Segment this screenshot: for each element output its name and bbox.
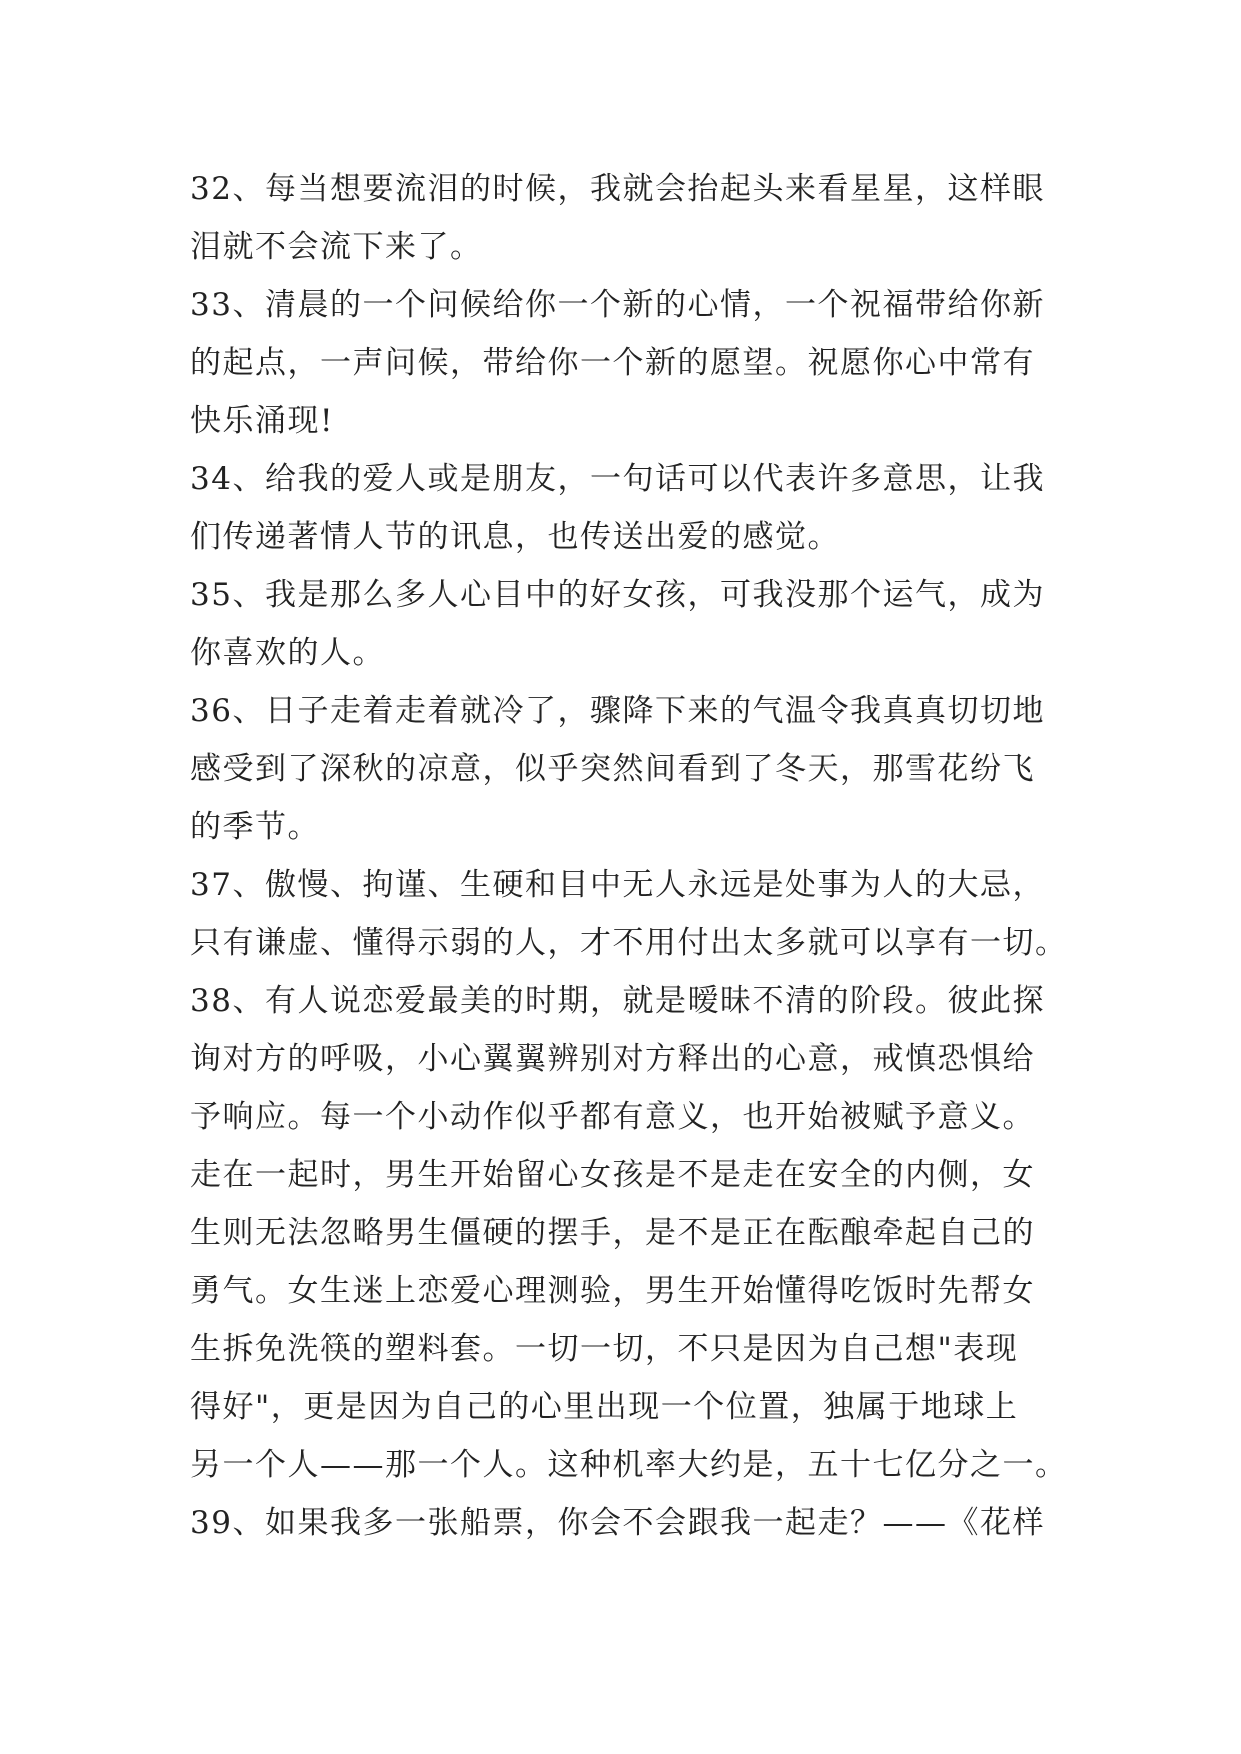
- text-line: 快乐涌现!: [190, 403, 334, 439]
- text-line: 感受到了深秋的凉意，似乎突然间看到了冬天，那雪花纷飞: [190, 751, 1035, 787]
- text-line: 得好"，更是因为自己的心里出现一个位置，独属于地球上: [190, 1389, 1019, 1425]
- text-line: 的起点，一声问候，带给你一个新的愿望。祝愿你心中常有: [190, 345, 1035, 381]
- text-line: 泪就不会流下来了。: [190, 229, 483, 265]
- text-line: 生则无法忽略男生僵硬的摆手，是不是正在酝酿牵起自己的: [190, 1215, 1035, 1251]
- text-line: 34、给我的爱人或是朋友，一句话可以代表许多意思，让我: [190, 461, 1045, 497]
- text-line: 予响应。每一个小动作似乎都有意义，也开始被赋予意义。: [190, 1099, 1035, 1135]
- text-line: 生拆免洗筷的塑料套。一切一切，不只是因为自己想"表现: [190, 1331, 1019, 1367]
- text-line: 37、傲慢、拘谨、生硬和目中无人永远是处事为人的大忌，: [190, 867, 1045, 903]
- text-line: 询对方的呼吸，小心翼翼辨别对方释出的心意，戒慎恐惧给: [190, 1041, 1035, 1077]
- text-line: 走在一起时，男生开始留心女孩是不是走在安全的内侧，女: [190, 1157, 1035, 1193]
- text-line: 35、我是那么多人心目中的好女孩，可我没那个运气，成为: [190, 577, 1045, 613]
- text-line: 只有谦虚、懂得示弱的人，才不用付出太多就可以享有一切。: [190, 925, 1068, 961]
- text-line: 的季节。: [190, 809, 320, 845]
- text-line: 32、每当想要流泪的时候，我就会抬起头来看星星，这样眼: [190, 171, 1045, 207]
- text-line: 勇气。女生迷上恋爱心理测验，男生开始懂得吃饭时先帮女: [190, 1273, 1035, 1309]
- text-line: 们传递著情人节的讯息，也传送出爱的感觉。: [190, 519, 840, 555]
- document-body: [190, 160, 1070, 1552]
- text-line: 另一个人——那一个人。这种机率大约是，五十七亿分之一。: [190, 1447, 1068, 1483]
- text-line: 33、清晨的一个问候给你一个新的心情，一个祝福带给你新: [190, 287, 1045, 323]
- text-line: 36、日子走着走着就冷了，骤降下来的气温令我真真切切地: [190, 693, 1045, 729]
- text-line: 你喜欢的人。: [190, 635, 385, 671]
- text-line: 38、有人说恋爱最美的时期，就是暧昧不清的阶段。彼此探: [190, 983, 1045, 1019]
- text-line: 39、如果我多一张船票，你会不会跟我一起走？——《花样: [190, 1505, 1045, 1541]
